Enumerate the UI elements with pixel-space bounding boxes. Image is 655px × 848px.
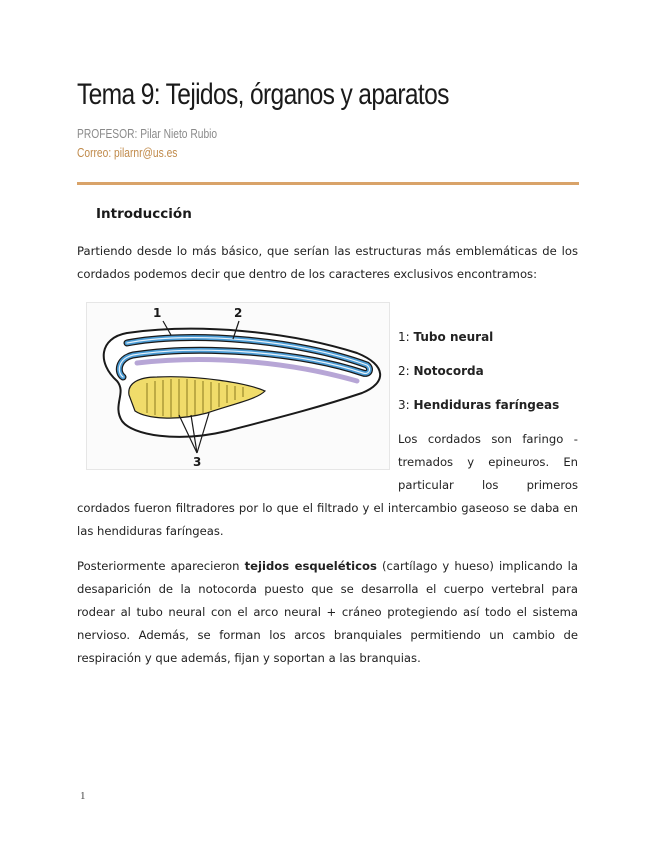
text-run: Posteriormente aparecieron [77,559,245,573]
figure-list-item [398,364,484,378]
professor-line: PROFESOR: Pilar Nieto Rubio [77,127,218,141]
list-term: Tubo neural [413,330,494,344]
list-number: 2: [398,364,410,378]
wrap-text: Los cordados son faringo - tremados y epineuros. En particular los primeros [398,432,578,492]
page-number: 1 [80,790,86,802]
section-heading: Introducción [96,206,192,222]
label-2: 2 [234,306,243,320]
paragraph-skeletal [77,555,578,670]
list-number: 1: [398,330,410,344]
wrap-continuation: cordados fueron filtradores por lo que el filtrado y el intercambio gaseoso se daba en las hendiduras faríngeas. [77,501,578,538]
header-divider [77,182,579,185]
list-term: Hendiduras faríngeas [413,398,560,412]
figure-list-item [398,398,559,412]
list-term: Notocorda [413,364,484,378]
chordate-diagram [86,302,390,470]
bold-term: tejidos esqueléticos [244,559,377,573]
list-number: 3: [398,398,410,412]
label-3: 3 [193,455,202,469]
page-title: Tema 9: Tejidos, órganos y aparatos [77,78,449,111]
figure-list-item [398,330,493,344]
label-1: 1 [153,306,162,320]
intro-paragraph: Partiendo desde lo más básico, que serían las estructuras más emblemáticas de los cordados podemos decir que dentro de los caracteres exclusivos encontramos: [77,244,578,281]
text-run: (cartílago y hueso) implicando la desaparición de la notocorda puesto que se desarrolla el cuerpo vertebral para rodear al tubo neural con el arco neural + cráneo protegiendo así todo el sistema nervioso. Además, se forman los arcos branquiales permitiendo un cambio de respiración y que además, fijan y soportan a las branquias. [77,559,578,665]
email-line: Correo: pilarnr@us.es [77,146,178,160]
